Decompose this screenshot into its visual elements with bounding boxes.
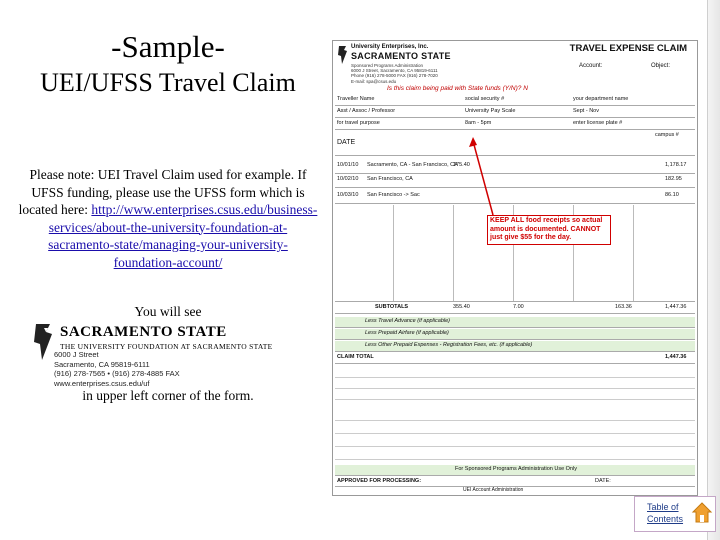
form-cell: enter license plate # bbox=[573, 120, 623, 126]
toc-label-line: Contents bbox=[647, 514, 684, 524]
form-line bbox=[335, 389, 695, 400]
ledger-amount: 175.40 bbox=[453, 162, 470, 168]
form-cell: campus # bbox=[655, 132, 679, 138]
form-cell: Sept - Nov bbox=[573, 108, 599, 114]
title-block bbox=[18, 30, 318, 98]
logo-subname: THE UNIVERSITY FOUNDATION AT SACRAMENTO STATE bbox=[60, 342, 273, 351]
form-address-line: E-mail: spa@csus.edu bbox=[351, 78, 397, 84]
form-cell: your department name bbox=[573, 96, 629, 102]
funding-note bbox=[18, 166, 318, 271]
spa-label: For Sponsored Programs Administration Use Only bbox=[455, 466, 577, 472]
form-org: University Enterprises, Inc. bbox=[351, 44, 429, 50]
form-cert-block bbox=[335, 367, 695, 463]
form-cell: University Pay Scale bbox=[465, 108, 516, 114]
subtotal-value: 7.00 bbox=[513, 304, 524, 310]
form-line bbox=[335, 400, 695, 421]
you-will-see-text: You will see bbox=[134, 304, 202, 319]
ledger-place: Sacramento, CA - San Francisco, CA bbox=[367, 162, 458, 168]
toc-label-line: Table of bbox=[647, 502, 679, 512]
ledger-date: 10/03/10 bbox=[337, 192, 359, 198]
food-receipts-callout: KEEP ALL food receipts so actual amount is documented. CANNOT just give $55 for the day. bbox=[487, 215, 611, 245]
travel-claim-form-image bbox=[332, 40, 698, 496]
form-line bbox=[335, 434, 695, 447]
form-row bbox=[335, 119, 695, 130]
claim-total-label: CLAIM TOTAL bbox=[337, 354, 374, 360]
deduction-label: Less Other Prepaid Expenses - Registration Fees, etc. (if applicable) bbox=[365, 342, 533, 348]
form-line bbox=[335, 447, 695, 460]
form-ledger-row bbox=[335, 175, 695, 188]
ufss-form-link[interactable]: http://www.enterprises.csus.edu/business-services/about-the-university-foundation-at-sacramento-state/managing-your-university-foundation-account/ bbox=[48, 202, 318, 270]
form-deduction-row bbox=[335, 317, 695, 328]
ledger-total: 86.10 bbox=[665, 192, 679, 198]
form-subtotal-row bbox=[335, 303, 695, 314]
form-cell: Traveller Name bbox=[337, 96, 375, 102]
form-ledger-row bbox=[335, 161, 695, 174]
deduction-label: Less Travel Advance (if applicable) bbox=[365, 318, 450, 324]
form-address-line: Phone (916) 278-5000 FAX (916) 278-7020 bbox=[351, 73, 438, 79]
subtotal-value: 163.36 bbox=[615, 304, 632, 310]
grid-line bbox=[393, 205, 394, 301]
ledger-date: 10/01/10 bbox=[337, 162, 359, 168]
form-address-line: Sponsored Programs Administration bbox=[351, 63, 424, 68]
form-cell: Asst / Assoc / Professor bbox=[337, 108, 396, 114]
ledger-place: San Francisco, CA bbox=[367, 176, 413, 182]
logo-address bbox=[54, 350, 180, 388]
uei-admin-label: UEI Account Administration bbox=[463, 487, 524, 493]
form-deduction-row bbox=[335, 341, 695, 352]
form-row bbox=[335, 95, 695, 106]
logo-address-line: Sacramento, CA 95819-6111 bbox=[54, 359, 150, 369]
form-ledger-row bbox=[335, 191, 695, 204]
date-label: DATE: bbox=[595, 478, 611, 484]
subtotal-label: SUBTOTALS bbox=[375, 304, 409, 310]
form-claim-total-row bbox=[335, 353, 695, 364]
form-row bbox=[335, 107, 695, 118]
ledger-place: San Francisco -> Sac bbox=[367, 192, 420, 198]
logo-address-line: 6000 J Street bbox=[54, 350, 99, 359]
form-claim-question: Is this claim being paid with State funds (Y/N)? N bbox=[387, 85, 528, 92]
deduction-label: Less Prepaid Airfare (if applicable) bbox=[365, 330, 449, 336]
form-cell: for travel purpose bbox=[337, 120, 380, 126]
logo-address-line: www.enterprises.csus.edu/uf bbox=[54, 378, 150, 388]
ledger-total: 1,178.17 bbox=[665, 162, 687, 168]
form-row bbox=[335, 131, 695, 156]
ledger-total: 182.95 bbox=[665, 176, 682, 182]
form-spa-row bbox=[335, 465, 695, 476]
grid-line bbox=[633, 205, 634, 301]
sacramento-state-logo bbox=[30, 322, 320, 388]
subtotal-value: 355.40 bbox=[453, 304, 470, 310]
form-approval-row bbox=[335, 477, 695, 487]
logo-name: SACRAMENTO STATE bbox=[60, 324, 227, 340]
form-deduction-row bbox=[335, 329, 695, 340]
slide-edge bbox=[707, 0, 720, 540]
form-line bbox=[335, 378, 695, 389]
slide-title: -Sample- bbox=[111, 29, 225, 64]
form-title: TRAVEL EXPENSE CLAIM bbox=[569, 43, 687, 54]
form-cell: social security # bbox=[465, 96, 505, 102]
form-address bbox=[351, 63, 438, 84]
subtotal-value: 1,447.36 bbox=[665, 304, 687, 310]
form-cell: DATE bbox=[337, 139, 356, 146]
form-address-line: 6000 J Street, Sacramento, CA 95819-6111 bbox=[351, 68, 438, 74]
slide-subtitle: UEI/UFSS Travel Claim bbox=[40, 68, 296, 97]
upper-left-text: in upper left corner of the form. bbox=[82, 388, 254, 403]
table-of-contents-button[interactable] bbox=[634, 496, 716, 532]
claim-total-value: 1,447.36 bbox=[665, 354, 687, 360]
ledger-date: 10/02/10 bbox=[337, 176, 359, 182]
form-hornet-icon bbox=[337, 45, 349, 65]
form-account-label: Account: bbox=[579, 63, 603, 69]
form-line bbox=[335, 421, 695, 434]
grid-line bbox=[453, 205, 454, 301]
form-line bbox=[335, 367, 695, 378]
form-org-name: SACRAMENTO STATE bbox=[351, 51, 451, 61]
toc-label[interactable] bbox=[647, 501, 683, 525]
home-icon[interactable] bbox=[691, 501, 713, 525]
note-text: Please note: UEI Travel Claim used for example. If UFSS funding, please use the UFSS form which is located here: bbox=[18, 167, 307, 217]
form-cell: 8am - 5pm bbox=[465, 120, 492, 126]
logo-address-line: (916) 278-7565 • (916) 278-4885 FAX bbox=[54, 369, 180, 378]
form-object-label: Object: bbox=[651, 63, 671, 69]
approved-label: APPROVED FOR PROCESSING: bbox=[337, 478, 422, 484]
